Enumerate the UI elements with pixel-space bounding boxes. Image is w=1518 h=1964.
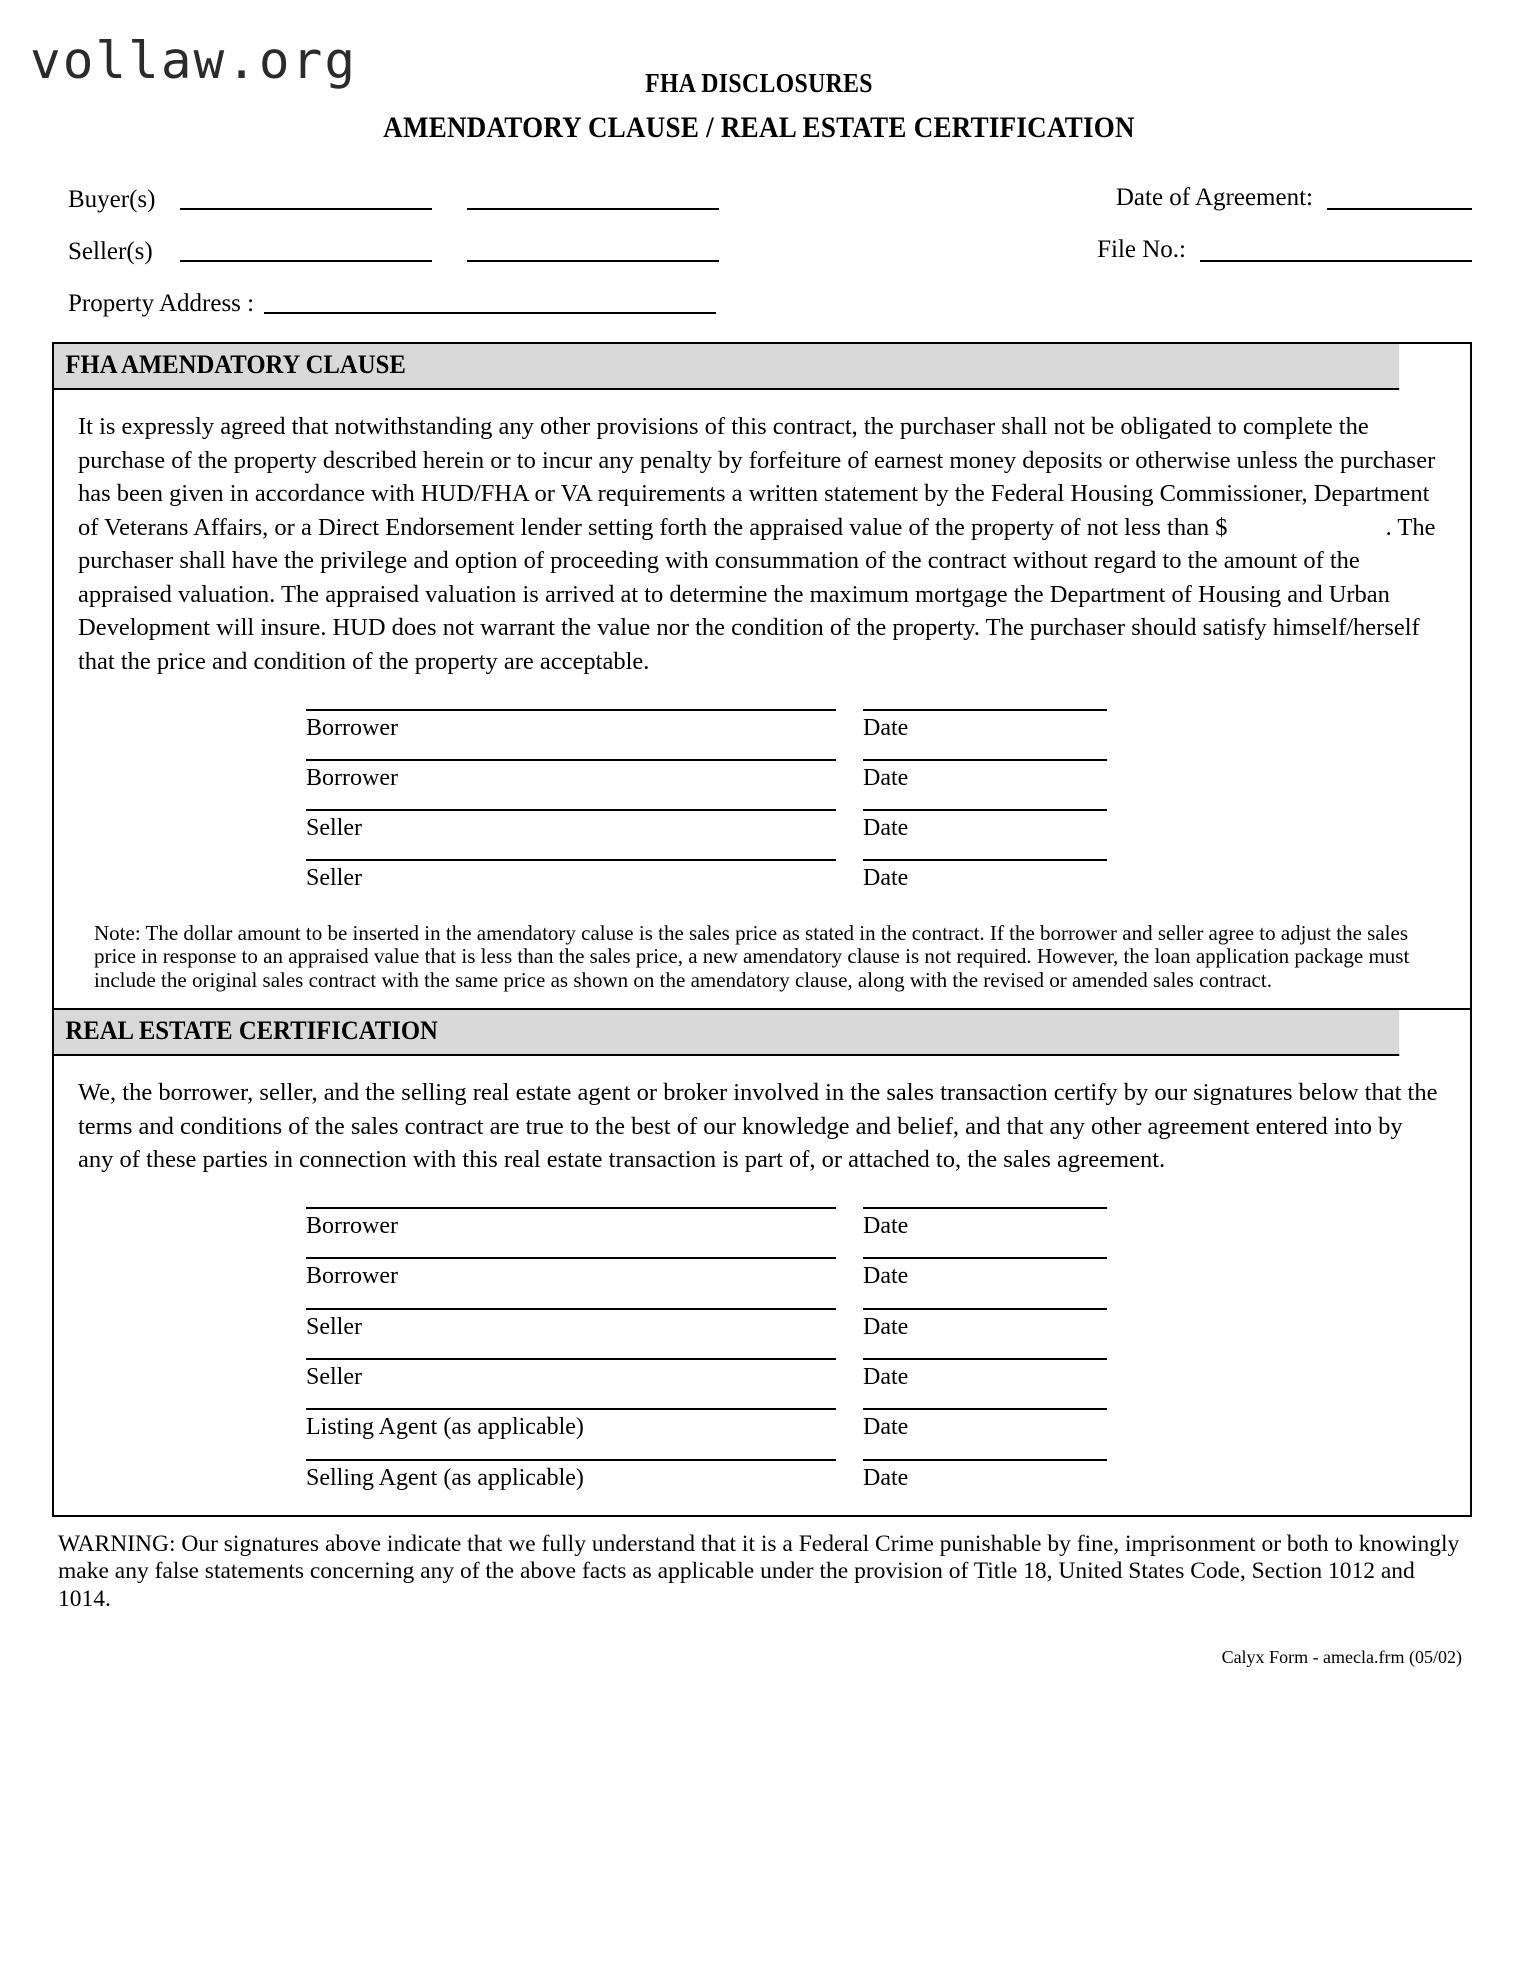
signature-name-cell[interactable] xyxy=(306,1358,836,1391)
file-no-label: File No.: xyxy=(1097,236,1186,263)
signature-caption: Borrower xyxy=(306,714,398,741)
signature-caption: Seller xyxy=(306,1313,362,1340)
signature-date-cell[interactable] xyxy=(863,809,1107,842)
signature-caption: Seller xyxy=(306,865,362,892)
signature-name-cell[interactable] xyxy=(306,759,836,792)
seller-field-1[interactable] xyxy=(180,260,432,262)
date-of-agreement-label: Date of Agreement: xyxy=(1115,184,1313,211)
date-caption: Date xyxy=(863,1313,909,1340)
signature-caption: Borrower xyxy=(306,1212,398,1239)
property-address-field[interactable] xyxy=(264,312,716,314)
date-caption: Date xyxy=(863,865,909,892)
signature-name-cell[interactable] xyxy=(306,1308,836,1341)
date-caption: Date xyxy=(863,764,909,791)
signature-row xyxy=(306,1257,1386,1290)
seller-field-2[interactable] xyxy=(467,260,719,262)
signature-caption: Selling Agent (as applicable) xyxy=(306,1464,584,1491)
amendatory-paragraph-part1: It is expressly agreed that notwithstanding any other provisions of this contract, the purchaser shall not be obligated to complete the purchase of the property described herein or to incur any penalty by forfeiture of earnest money deposits or otherwise unless the purchaser has been given in accordance with HUD/FHA or VA requirements a written statement by the Federal Housing Commissioner, Department of Veterans Affairs, or a Direct Endorsement lender setting forth the appraised value of the property of not less than $ xyxy=(78,413,1436,541)
property-address-label: Property Address : xyxy=(68,290,255,317)
certification-paragraph: We, the borrower, seller, and the selling real estate agent or broker involved in the sales transaction certify by our signatures below that the terms and conditions of the sales contract are true to the best of our knowledge and belief, and that any other agreement entered into by any of these parties in connection with this real estate transaction is part of, or attached to, the sales agreement. xyxy=(78,1079,1438,1174)
signature-name-cell[interactable] xyxy=(306,1408,836,1441)
certification-signature-grid xyxy=(78,1207,1444,1492)
warning-text: WARNING: Our signatures above indicate that we fully understand that it is a Federal Crime punishable by fine, imprisonment or both to knowingly make any false statements concerning any of the above facts as applicable under the provision of Title 18, United States Code, Section 1012 and 1014. xyxy=(58,1530,1460,1612)
date-of-agreement-group xyxy=(1116,184,1472,216)
title-block xyxy=(0,68,1518,145)
signature-date-cell[interactable] xyxy=(863,709,1107,742)
signature-date-cell[interactable] xyxy=(863,1408,1107,1441)
date-caption: Date xyxy=(863,1363,909,1390)
buyer-row xyxy=(68,164,1472,216)
signature-row xyxy=(306,709,1386,742)
signature-row xyxy=(306,1207,1386,1240)
date-caption: Date xyxy=(863,1212,909,1239)
file-no-group xyxy=(1097,236,1472,268)
signature-name-cell[interactable] xyxy=(306,1257,836,1290)
signature-caption: Listing Agent (as applicable) xyxy=(306,1414,584,1441)
property-address-row xyxy=(68,268,1472,320)
signature-row xyxy=(306,859,1386,892)
section-heading-amendatory: FHA AMENDATORY CLAUSE xyxy=(54,344,1399,390)
signature-date-cell[interactable] xyxy=(863,859,1107,892)
signature-date-cell[interactable] xyxy=(863,1207,1107,1240)
signature-row xyxy=(306,809,1386,842)
section-real-estate-certification xyxy=(52,1010,1472,1517)
signature-row xyxy=(306,1358,1386,1391)
party-information-block xyxy=(0,164,1518,320)
signature-name-cell[interactable] xyxy=(306,709,836,742)
document-header xyxy=(0,0,1518,144)
signature-row xyxy=(306,1408,1386,1441)
signature-caption: Borrower xyxy=(306,764,398,791)
file-no-field[interactable] xyxy=(1200,260,1472,262)
site-watermark: vollaw.org xyxy=(30,32,358,91)
signature-row xyxy=(306,1308,1386,1341)
signature-name-cell[interactable] xyxy=(306,809,836,842)
amendatory-paragraph-part2: . The purchaser shall have the privilege and option of proceeding with consummation of the contract without regard to the amount of the appraised valuation. The appraised valuation is arrived at to determine the maximum mortgage the Department of Housing and Urban Development will insure. HUD does not warrant the value nor the condition of the property. The purchaser should satisfy himself/herself that the price and condition of the property are acceptable. xyxy=(78,513,1436,675)
buyer-field-1[interactable] xyxy=(180,208,432,210)
page-subtitle: AMENDATORY CLAUSE / REAL ESTATE CERTIFICATION xyxy=(383,111,1135,144)
signature-date-cell[interactable] xyxy=(863,1459,1107,1492)
signature-name-cell[interactable] xyxy=(306,1207,836,1240)
buyer-label: Buyer(s) xyxy=(68,186,156,213)
date-caption: Date xyxy=(863,714,909,741)
date-caption: Date xyxy=(863,815,909,842)
signature-row xyxy=(306,1459,1386,1492)
section-fha-amendatory-clause xyxy=(52,342,1472,1010)
signature-row xyxy=(306,759,1386,792)
amendatory-body xyxy=(54,390,1470,1008)
form-footer: Calyx Form - amecla.frm (05/02) xyxy=(1221,1647,1462,1668)
date-caption: Date xyxy=(863,1263,909,1290)
seller-row xyxy=(68,216,1472,268)
section-heading-certification: REAL ESTATE CERTIFICATION xyxy=(54,1010,1399,1056)
date-caption: Date xyxy=(863,1414,909,1441)
signature-caption: Seller xyxy=(306,1363,362,1390)
amendatory-note: Note: The dollar amount to be inserted in the amendatory caluse is the sales price as stated in the contract. If the borrower and seller agree to adjust the sales price in response to an appraised value that is less than the sales price, a new amendatory clause is not required. However, the loan application package must include the original sales contract with the same price as shown on the amendatory clause, along with the revised or amended sales contract. xyxy=(94,920,1410,992)
seller-label: Seller(s) xyxy=(68,238,153,265)
signature-caption: Borrower xyxy=(306,1263,398,1290)
signature-name-cell[interactable] xyxy=(306,1459,836,1492)
amendatory-paragraph xyxy=(78,410,1444,679)
signature-date-cell[interactable] xyxy=(863,1257,1107,1290)
date-caption: Date xyxy=(863,1464,909,1491)
page-title: FHA DISCLOSURES xyxy=(645,68,873,98)
certification-body xyxy=(54,1056,1470,1515)
signature-date-cell[interactable] xyxy=(863,1358,1107,1391)
signature-name-cell[interactable] xyxy=(306,859,836,892)
amendatory-signature-grid xyxy=(78,709,1444,893)
signature-date-cell[interactable] xyxy=(863,759,1107,792)
signature-caption: Seller xyxy=(306,815,362,842)
buyer-field-2[interactable] xyxy=(467,208,719,210)
signature-date-cell[interactable] xyxy=(863,1308,1107,1341)
date-of-agreement-field[interactable] xyxy=(1327,208,1472,210)
